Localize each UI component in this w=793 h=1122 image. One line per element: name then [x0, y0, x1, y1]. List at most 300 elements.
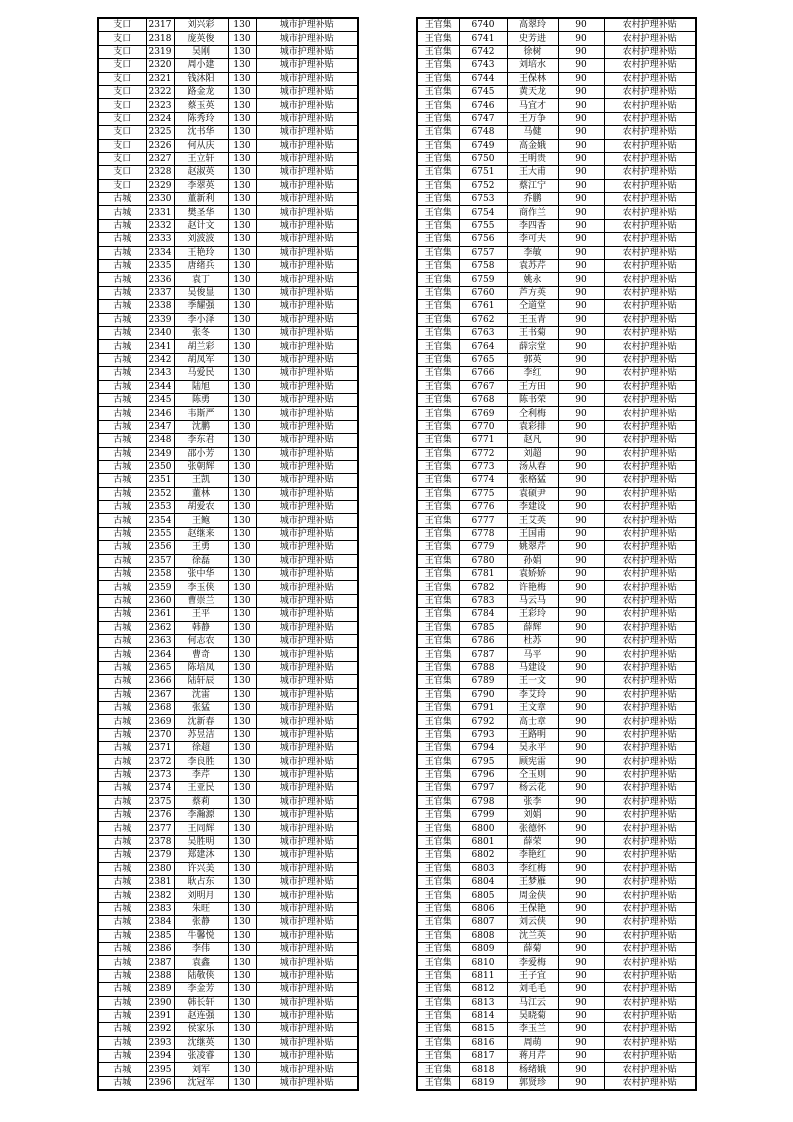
cell-amount: 130 — [228, 219, 256, 232]
cell-amount: 90 — [558, 286, 604, 299]
cell-serial-number: 2371 — [146, 742, 174, 755]
cell-region: 王官集 — [417, 956, 459, 969]
cell-region: 王官集 — [417, 367, 459, 380]
table-row — [417, 902, 696, 915]
cell-person-name: 王文章 — [507, 701, 558, 714]
cell-subsidy-type: 城市护理补贴 — [256, 126, 358, 139]
cell-region: 王官集 — [417, 514, 459, 527]
cell-subsidy-type: 农村护理补贴 — [604, 594, 696, 607]
cell-serial-number: 6817 — [459, 1050, 507, 1063]
cell-subsidy-type: 城市护理补贴 — [256, 300, 358, 313]
cell-region: 古城 — [98, 594, 146, 607]
cell-region: 古城 — [98, 1050, 146, 1063]
cell-person-name: 王梦雁 — [507, 876, 558, 889]
cell-subsidy-type: 城市护理补贴 — [256, 219, 358, 232]
cell-person-name: 吴晓菊 — [507, 1009, 558, 1022]
cell-amount: 90 — [558, 755, 604, 768]
cell-region: 王官集 — [417, 474, 459, 487]
cell-serial-number: 6785 — [459, 621, 507, 634]
cell-subsidy-type: 城市护理补贴 — [256, 594, 358, 607]
cell-amount: 130 — [228, 353, 256, 366]
cell-amount: 90 — [558, 460, 604, 473]
cell-person-name: 牛馨悦 — [174, 929, 228, 942]
cell-person-name: 蒋月芹 — [507, 1050, 558, 1063]
cell-amount: 130 — [228, 501, 256, 514]
cell-region: 王官集 — [417, 179, 459, 192]
cell-serial-number: 2373 — [146, 768, 174, 781]
cell-region: 王官集 — [417, 45, 459, 58]
cell-subsidy-type: 城市护理补贴 — [256, 474, 358, 487]
cell-serial-number: 2318 — [146, 32, 174, 45]
cell-subsidy-type: 农村护理补贴 — [604, 260, 696, 273]
cell-region: 王官集 — [417, 59, 459, 72]
cell-amount: 90 — [558, 219, 604, 232]
table-row — [417, 193, 696, 206]
cell-person-name: 芦方英 — [507, 286, 558, 299]
table-row — [417, 876, 696, 889]
cell-amount: 130 — [228, 541, 256, 554]
cell-region: 古城 — [98, 326, 146, 339]
table-row — [417, 1023, 696, 1036]
table-row — [98, 1050, 358, 1063]
cell-region: 王官集 — [417, 340, 459, 353]
cell-region: 王官集 — [417, 715, 459, 728]
cell-amount: 130 — [228, 956, 256, 969]
cell-region: 古城 — [98, 942, 146, 955]
cell-amount: 130 — [228, 916, 256, 929]
table-row — [417, 420, 696, 433]
cell-subsidy-type: 农村护理补贴 — [604, 876, 696, 889]
cell-serial-number: 2388 — [146, 969, 174, 982]
cell-serial-number: 6783 — [459, 594, 507, 607]
cell-region: 古城 — [98, 1009, 146, 1022]
cell-person-name: 赵计文 — [174, 219, 228, 232]
table-row — [417, 286, 696, 299]
cell-subsidy-type: 农村护理补贴 — [604, 514, 696, 527]
cell-person-name: 王保艳 — [507, 902, 558, 915]
cell-amount: 90 — [558, 634, 604, 647]
cell-subsidy-type: 农村护理补贴 — [604, 313, 696, 326]
cell-serial-number: 6753 — [459, 193, 507, 206]
cell-subsidy-type: 农村护理补贴 — [604, 126, 696, 139]
cell-subsidy-type: 农村护理补贴 — [604, 688, 696, 701]
cell-subsidy-type: 城市护理补贴 — [256, 407, 358, 420]
cell-amount: 90 — [558, 527, 604, 540]
table-row — [98, 675, 358, 688]
cell-subsidy-type: 农村护理补贴 — [604, 1050, 696, 1063]
cell-region: 王官集 — [417, 809, 459, 822]
cell-region: 王官集 — [417, 929, 459, 942]
cell-serial-number: 2370 — [146, 728, 174, 741]
cell-serial-number: 6815 — [459, 1023, 507, 1036]
cell-serial-number: 2331 — [146, 206, 174, 219]
cell-serial-number: 2339 — [146, 313, 174, 326]
table-row — [417, 742, 696, 755]
cell-subsidy-type: 农村护理补贴 — [604, 273, 696, 286]
cell-person-name: 李可夫 — [507, 233, 558, 246]
cell-person-name: 周小建 — [174, 59, 228, 72]
cell-region: 古城 — [98, 916, 146, 929]
cell-subsidy-type: 农村护理补贴 — [604, 72, 696, 85]
table-row — [417, 1076, 696, 1090]
table-row — [417, 782, 696, 795]
cell-serial-number: 6767 — [459, 380, 507, 393]
cell-subsidy-type: 农村护理补贴 — [604, 956, 696, 969]
cell-region: 古城 — [98, 273, 146, 286]
cell-amount: 90 — [558, 809, 604, 822]
cell-person-name: 曹奇 — [174, 648, 228, 661]
cell-subsidy-type: 城市护理补贴 — [256, 99, 358, 112]
cell-amount: 90 — [558, 112, 604, 125]
cell-serial-number: 6778 — [459, 527, 507, 540]
cell-amount: 90 — [558, 300, 604, 313]
cell-subsidy-type: 城市护理补贴 — [256, 969, 358, 982]
cell-serial-number: 2337 — [146, 286, 174, 299]
table-row — [98, 876, 358, 889]
cell-serial-number: 6804 — [459, 876, 507, 889]
cell-region: 王官集 — [417, 353, 459, 366]
cell-serial-number: 6761 — [459, 300, 507, 313]
table-row — [417, 340, 696, 353]
cell-region: 王官集 — [417, 942, 459, 955]
cell-person-name: 陈勇 — [174, 393, 228, 406]
cell-amount: 130 — [228, 929, 256, 942]
cell-amount: 130 — [228, 902, 256, 915]
cell-amount: 90 — [558, 206, 604, 219]
table-row — [98, 18, 358, 32]
cell-amount: 90 — [558, 675, 604, 688]
cell-serial-number: 2364 — [146, 648, 174, 661]
cell-subsidy-type: 农村护理补贴 — [604, 179, 696, 192]
cell-person-name: 孙娟 — [507, 554, 558, 567]
cell-serial-number: 6809 — [459, 942, 507, 955]
cell-amount: 130 — [228, 568, 256, 581]
table-row — [98, 340, 358, 353]
table-row — [98, 179, 358, 192]
cell-subsidy-type: 城市护理补贴 — [256, 755, 358, 768]
table-row — [98, 621, 358, 634]
cell-amount: 130 — [228, 809, 256, 822]
cell-region: 王官集 — [417, 193, 459, 206]
cell-amount: 90 — [558, 72, 604, 85]
cell-region: 古城 — [98, 367, 146, 380]
cell-person-name: 胡兰彩 — [174, 340, 228, 353]
cell-serial-number: 6786 — [459, 634, 507, 647]
cell-person-name: 沈冠军 — [174, 1076, 228, 1090]
cell-subsidy-type: 城市护理补贴 — [256, 340, 358, 353]
table-row — [417, 675, 696, 688]
cell-amount: 90 — [558, 99, 604, 112]
cell-serial-number: 6811 — [459, 969, 507, 982]
cell-person-name: 王路明 — [507, 728, 558, 741]
cell-person-name: 李艾玲 — [507, 688, 558, 701]
cell-region: 王官集 — [417, 581, 459, 594]
table-row — [417, 45, 696, 58]
cell-person-name: 徐树 — [507, 45, 558, 58]
cell-region: 王官集 — [417, 795, 459, 808]
table-row — [98, 72, 358, 85]
cell-region: 古城 — [98, 501, 146, 514]
cell-region: 王官集 — [417, 393, 459, 406]
cell-region: 古城 — [98, 393, 146, 406]
cell-person-name: 马爱民 — [174, 367, 228, 380]
cell-region: 王官集 — [417, 1050, 459, 1063]
cell-subsidy-type: 城市护理补贴 — [256, 1063, 358, 1076]
cell-subsidy-type: 城市护理补贴 — [256, 326, 358, 339]
cell-serial-number: 6791 — [459, 701, 507, 714]
cell-amount: 90 — [558, 193, 604, 206]
cell-subsidy-type: 城市护理补贴 — [256, 152, 358, 165]
rural-subsidy-table-body — [417, 18, 696, 1090]
cell-amount: 90 — [558, 514, 604, 527]
cell-subsidy-type: 城市护理补贴 — [256, 902, 358, 915]
cell-subsidy-type: 城市护理补贴 — [256, 1076, 358, 1090]
cell-serial-number: 2396 — [146, 1076, 174, 1090]
cell-region: 支口 — [98, 85, 146, 98]
cell-amount: 130 — [228, 715, 256, 728]
cell-person-name: 王保林 — [507, 72, 558, 85]
cell-region: 古城 — [98, 648, 146, 661]
cell-person-name: 袁丁 — [174, 273, 228, 286]
cell-amount: 130 — [228, 621, 256, 634]
cell-serial-number: 2358 — [146, 568, 174, 581]
cell-serial-number: 6763 — [459, 326, 507, 339]
cell-subsidy-type: 城市护理补贴 — [256, 353, 358, 366]
cell-subsidy-type: 农村护理补贴 — [604, 353, 696, 366]
cell-region: 王官集 — [417, 527, 459, 540]
cell-region: 支口 — [98, 72, 146, 85]
cell-serial-number: 6754 — [459, 206, 507, 219]
cell-region: 王官集 — [417, 85, 459, 98]
cell-subsidy-type: 农村护理补贴 — [604, 1023, 696, 1036]
cell-amount: 130 — [228, 983, 256, 996]
cell-amount: 90 — [558, 59, 604, 72]
table-row — [98, 45, 358, 58]
table-row — [98, 300, 358, 313]
cell-amount: 90 — [558, 929, 604, 942]
cell-person-name: 张冬 — [174, 326, 228, 339]
table-row — [98, 367, 358, 380]
cell-region: 王官集 — [417, 460, 459, 473]
cell-person-name: 庞英俊 — [174, 32, 228, 45]
cell-subsidy-type: 城市护理补贴 — [256, 768, 358, 781]
cell-person-name: 马健 — [507, 126, 558, 139]
cell-amount: 90 — [558, 380, 604, 393]
cell-person-name: 邵小芳 — [174, 447, 228, 460]
cell-serial-number: 2374 — [146, 782, 174, 795]
cell-region: 王官集 — [417, 313, 459, 326]
cell-region: 王官集 — [417, 634, 459, 647]
cell-person-name: 赵淑英 — [174, 166, 228, 179]
cell-subsidy-type: 农村护理补贴 — [604, 326, 696, 339]
cell-person-name: 史芳进 — [507, 32, 558, 45]
cell-amount: 130 — [228, 742, 256, 755]
cell-person-name: 朱旺 — [174, 902, 228, 915]
cell-subsidy-type: 农村护理补贴 — [604, 246, 696, 259]
cell-subsidy-type: 城市护理补贴 — [256, 139, 358, 152]
cell-region: 古城 — [98, 447, 146, 460]
cell-person-name: 王彩玲 — [507, 608, 558, 621]
cell-person-name: 韩静 — [174, 621, 228, 634]
table-row — [417, 1063, 696, 1076]
cell-person-name: 王万争 — [507, 112, 558, 125]
cell-serial-number: 6757 — [459, 246, 507, 259]
cell-subsidy-type: 城市护理补贴 — [256, 929, 358, 942]
cell-subsidy-type: 城市护理补贴 — [256, 273, 358, 286]
cell-region: 古城 — [98, 688, 146, 701]
cell-person-name: 黄天龙 — [507, 85, 558, 98]
cell-region: 古城 — [98, 300, 146, 313]
cell-amount: 90 — [558, 487, 604, 500]
cell-subsidy-type: 城市护理补贴 — [256, 996, 358, 1009]
cell-region: 古城 — [98, 514, 146, 527]
cell-amount: 130 — [228, 447, 256, 460]
cell-region: 王官集 — [417, 166, 459, 179]
cell-person-name: 沈继英 — [174, 1036, 228, 1049]
cell-person-name: 周萌 — [507, 1036, 558, 1049]
cell-serial-number: 6766 — [459, 367, 507, 380]
cell-subsidy-type: 农村护理补贴 — [604, 835, 696, 848]
cell-serial-number: 2326 — [146, 139, 174, 152]
cell-serial-number: 2342 — [146, 353, 174, 366]
cell-person-name: 高士章 — [507, 715, 558, 728]
cell-region: 王官集 — [417, 300, 459, 313]
table-row — [98, 541, 358, 554]
cell-region: 支口 — [98, 139, 146, 152]
cell-serial-number: 6793 — [459, 728, 507, 741]
cell-person-name: 郭英 — [507, 353, 558, 366]
cell-region: 王官集 — [417, 1063, 459, 1076]
table-row — [98, 1063, 358, 1076]
cell-serial-number: 2321 — [146, 72, 174, 85]
cell-serial-number: 6770 — [459, 420, 507, 433]
cell-person-name: 沈新春 — [174, 715, 228, 728]
cell-subsidy-type: 城市护理补贴 — [256, 688, 358, 701]
cell-subsidy-type: 农村护理补贴 — [604, 340, 696, 353]
cell-amount: 90 — [558, 594, 604, 607]
cell-amount: 130 — [228, 233, 256, 246]
cell-region: 王官集 — [417, 1009, 459, 1022]
cell-serial-number: 6769 — [459, 407, 507, 420]
cell-region: 王官集 — [417, 969, 459, 982]
cell-region: 古城 — [98, 701, 146, 714]
cell-region: 古城 — [98, 835, 146, 848]
table-row — [98, 527, 358, 540]
cell-subsidy-type: 城市护理补贴 — [256, 648, 358, 661]
table-row — [417, 701, 696, 714]
cell-subsidy-type: 城市护理补贴 — [256, 260, 358, 273]
cell-amount: 130 — [228, 18, 256, 32]
cell-subsidy-type: 城市护理补贴 — [256, 393, 358, 406]
table-row — [98, 581, 358, 594]
cell-person-name: 袁苏芹 — [507, 260, 558, 273]
cell-region: 古城 — [98, 862, 146, 875]
table-row — [417, 554, 696, 567]
cell-subsidy-type: 农村护理补贴 — [604, 166, 696, 179]
cell-person-name: 王国甫 — [507, 527, 558, 540]
cell-region: 王官集 — [417, 407, 459, 420]
cell-person-name: 王立轩 — [174, 152, 228, 165]
cell-person-name: 吴永平 — [507, 742, 558, 755]
cell-subsidy-type: 城市护理补贴 — [256, 876, 358, 889]
table-row — [98, 447, 358, 460]
cell-region: 古城 — [98, 621, 146, 634]
cell-amount: 130 — [228, 407, 256, 420]
cell-subsidy-type: 城市护理补贴 — [256, 822, 358, 835]
cell-person-name: 李小泽 — [174, 313, 228, 326]
cell-amount: 90 — [558, 889, 604, 902]
cell-person-name: 王子宜 — [507, 969, 558, 982]
cell-amount: 90 — [558, 541, 604, 554]
table-row — [417, 581, 696, 594]
cell-subsidy-type: 农村护理补贴 — [604, 996, 696, 1009]
cell-amount: 90 — [558, 728, 604, 741]
cell-region: 王官集 — [417, 286, 459, 299]
table-row — [417, 661, 696, 674]
table-row — [98, 246, 358, 259]
table-row — [98, 32, 358, 45]
cell-person-name: 赵凡 — [507, 434, 558, 447]
cell-person-name: 韦斯严 — [174, 407, 228, 420]
cell-region: 古城 — [98, 675, 146, 688]
table-row — [417, 233, 696, 246]
cell-region: 王官集 — [417, 326, 459, 339]
cell-person-name: 陈秀玲 — [174, 112, 228, 125]
cell-amount: 90 — [558, 782, 604, 795]
table-row — [417, 822, 696, 835]
cell-subsidy-type: 城市护理补贴 — [256, 541, 358, 554]
cell-serial-number: 2382 — [146, 889, 174, 902]
cell-amount: 130 — [228, 112, 256, 125]
cell-serial-number: 6779 — [459, 541, 507, 554]
cell-person-name: 张格猛 — [507, 474, 558, 487]
table-row — [417, 634, 696, 647]
table-row — [98, 1009, 358, 1022]
table-row — [417, 326, 696, 339]
table-row — [417, 300, 696, 313]
cell-person-name: 陆轩辰 — [174, 675, 228, 688]
cell-region: 支口 — [98, 45, 146, 58]
cell-subsidy-type: 城市护理补贴 — [256, 460, 358, 473]
cell-subsidy-type: 农村护理补贴 — [604, 581, 696, 594]
cell-serial-number: 6775 — [459, 487, 507, 500]
cell-person-name: 蔡江宁 — [507, 179, 558, 192]
cell-amount: 90 — [558, 768, 604, 781]
cell-region: 王官集 — [417, 648, 459, 661]
cell-region: 古城 — [98, 527, 146, 540]
cell-subsidy-type: 城市护理补贴 — [256, 112, 358, 125]
cell-amount: 130 — [228, 822, 256, 835]
cell-region: 支口 — [98, 18, 146, 32]
table-row — [98, 634, 358, 647]
table-row — [417, 18, 696, 32]
cell-serial-number: 6740 — [459, 18, 507, 32]
cell-subsidy-type: 农村护理补贴 — [604, 661, 696, 674]
cell-region: 古城 — [98, 809, 146, 822]
table-row — [417, 501, 696, 514]
cell-subsidy-type: 农村护理补贴 — [604, 648, 696, 661]
cell-person-name: 王一文 — [507, 675, 558, 688]
cell-region: 古城 — [98, 420, 146, 433]
cell-serial-number: 6808 — [459, 929, 507, 942]
cell-amount: 90 — [558, 139, 604, 152]
cell-serial-number: 2347 — [146, 420, 174, 433]
table-row — [417, 260, 696, 273]
cell-serial-number: 2379 — [146, 849, 174, 862]
cell-amount: 90 — [558, 501, 604, 514]
cell-region: 王官集 — [417, 380, 459, 393]
table-row — [98, 286, 358, 299]
